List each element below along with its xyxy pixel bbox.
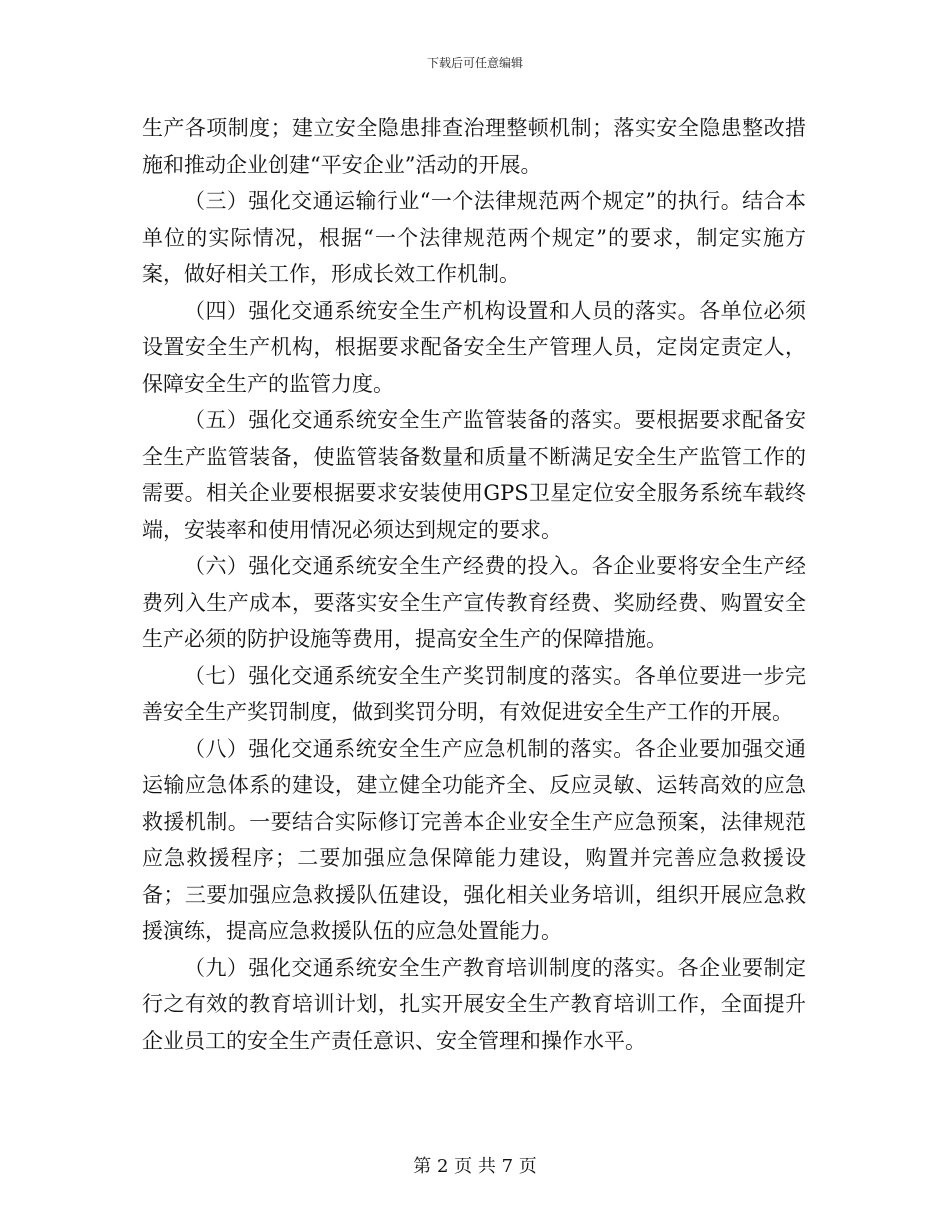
paragraph-section-5: （五）强化交通系统安全生产监管装备的落实。要根据要求配备安全生产监管装备，使监管装备数量和质量不断满足安全生产监管工作的需要。相关企业要根据要求安装使用GPS卫星定位安全服务系统车载终端，安装率和使用情况必须达到规定的要求。 <box>142 408 806 542</box>
page-number: 第 2 页 共 7 页 <box>413 1156 537 1177</box>
paragraph-section-4: （四）强化交通系统安全生产机构设置和人员的落实。各单位必须设置安全生产机构，根据要求配备安全生产管理人员，定岗定责定人，保障安全生产的监管力度。 <box>142 298 806 396</box>
paragraph-section-3: （三）强化交通运输行业“一个法律规范两个规定”的执行。结合本单位的实际情况，根据“一个法律规范两个规定”的要求，制定实施方案，做好相关工作，形成长效工作机制。 <box>142 189 806 286</box>
page-header: 下载后可任意编辑 <box>426 56 523 70</box>
paragraph-continued: 生产各项制度；建立安全隐患排查治理整顿机制；落实安全隐患整改措施和推动企业创建“平安企业”活动的开展。 <box>142 116 806 177</box>
paragraph-section-9: （九）强化交通系统安全生产教育培训制度的落实。各企业要制定行之有效的教育培训计划，扎实开展安全生产教育培训工作，全面提升企业员工的安全生产责任意识、安全管理和操作水平。 <box>142 955 806 1053</box>
document-body <box>142 110 806 1059</box>
paragraph-section-6: （六）强化交通系统安全生产经费的投入。各企业要将安全生产经费列入生产成本，要落实安全生产宣传教育经费、奖励经费、购置安全生产必须的防护设施等费用，提高安全生产的保障措施。 <box>142 554 806 651</box>
paragraph-section-8: （八）强化交通系统安全生产应急机制的落实。各企业要加强交通运输应急体系的建设，建立健全功能齐全、反应灵敏、运转高效的应急救援机制。一要结合实际修订完善本企业安全生产应急预案，法律规范应急救援程序；二要加强应急保障能力建设，购置并完善应急救援设备；三要加强应急救援队伍建设，强化相关业务培训，组织开展应急救援演练，提高应急救援队伍的应急处置能力。 <box>142 736 806 943</box>
paragraph-section-7: （七）强化交通系统安全生产奖罚制度的落实。各单位要进一步完善安全生产奖罚制度，做到奖罚分明，有效促进安全生产工作的开展。 <box>142 663 806 724</box>
